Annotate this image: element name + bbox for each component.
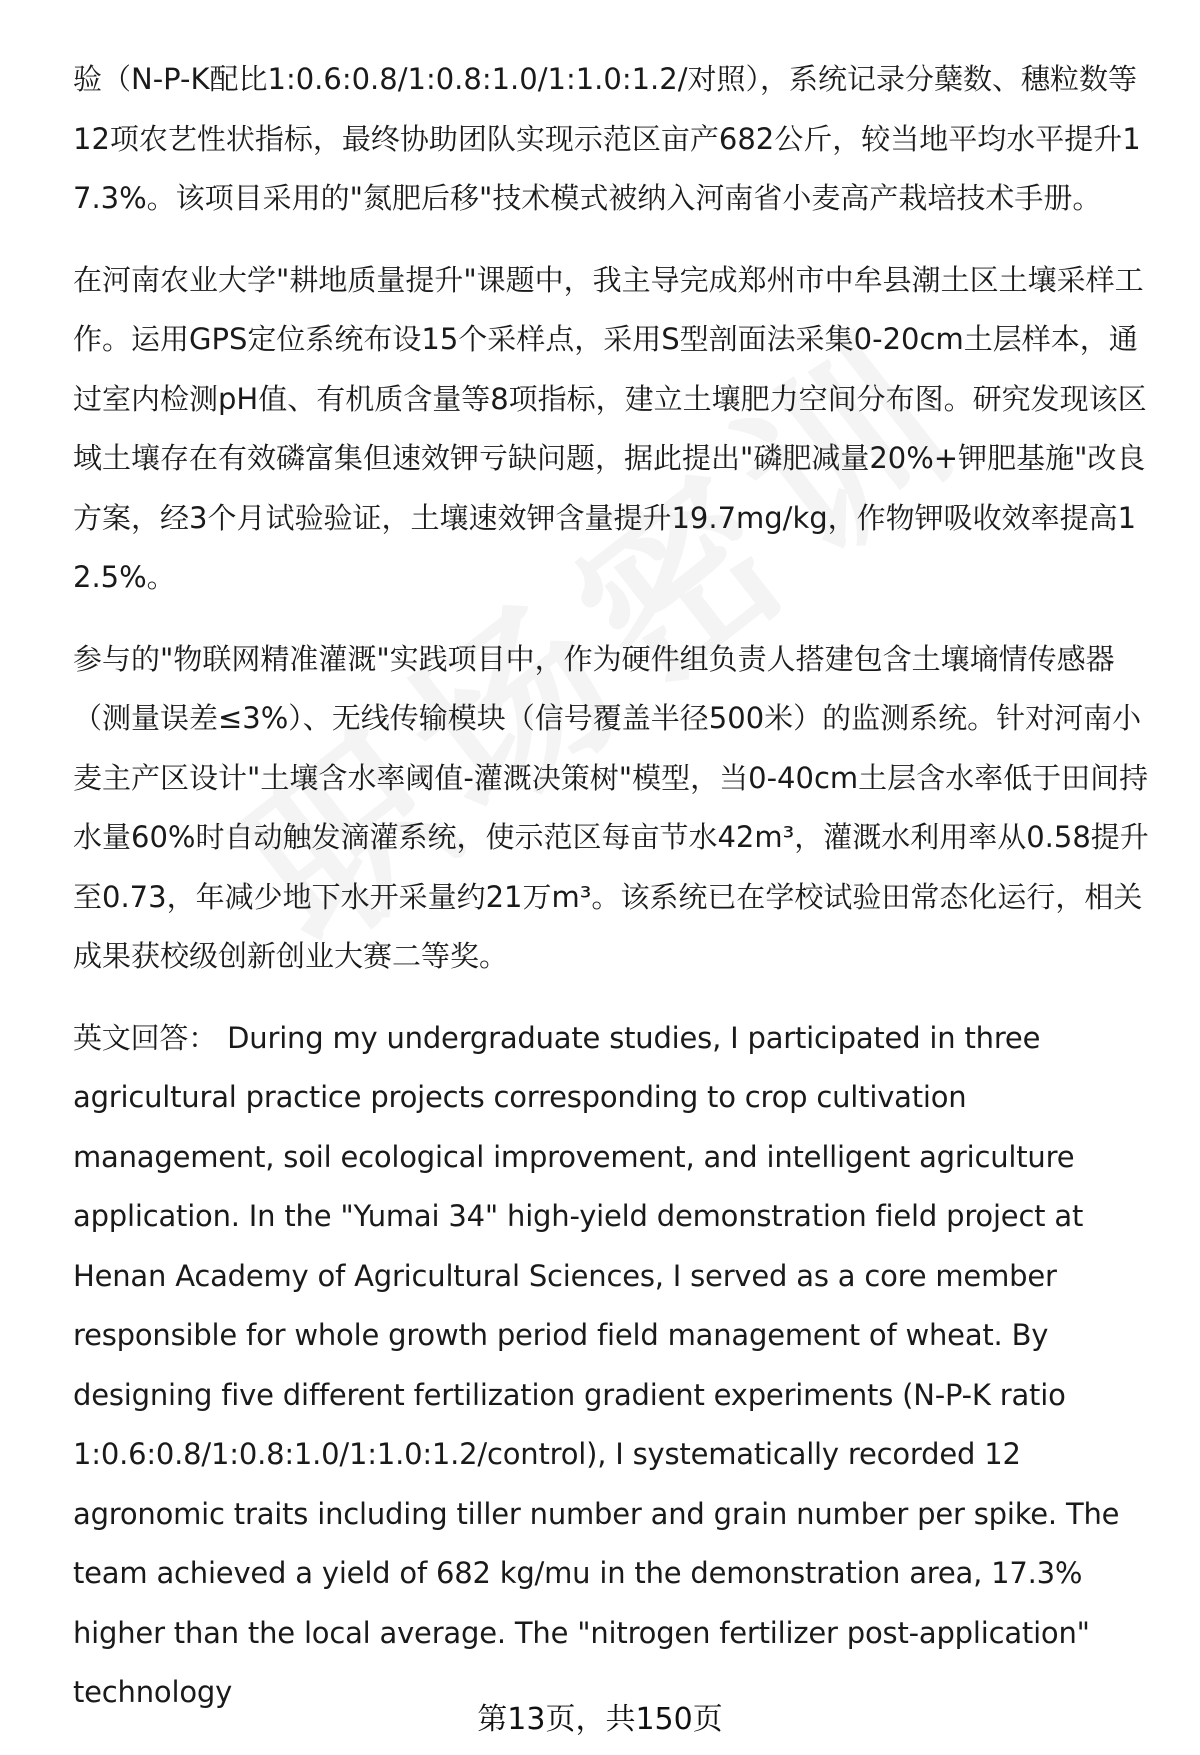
document-body [73,50,1153,1745]
english-answer-text: During my undergraduate studies, I participated in three agricultural practice projects corresponding to crop cultivation management, soil ecological improvement, and intelligent agriculture application. In the "Yumai 34" high-yield demonstration field project at Henan Academy of Agricultural Sciences, I served as a core member responsible for whole growth period field management of wheat. By designing five different fertilization gradient experiments (N-P-K ratio 1:0.6:0.8/1:0.8:1.0/1:1.0:1.2/control), I systematically recorded 12 agronomic traits including tiller number and grain number per spike. The team achieved a yield of 682 kg/mu in the demonstration area, 17.3% higher than the local average. The "nitrogen fertilizer post-application" technology [73,1020,1120,1709]
english-answer-label: 英文回答： [73,1020,218,1055]
page-number-footer: 第13页，共150页 [477,1702,723,1737]
paragraph-2: 在河南农业大学"耕地质量提升"课题中，我主导完成郑州市中牟县潮土区土壤采样工作。运用GPS定位系统布设15个采样点，采用S型剖面法采集0-20cm土层样本，通过室内检测pH值、有机质含量等8项指标，建立土壤肥力空间分布图。研究发现该区域土壤存在有效磷富集但速效钾亏缺问题，据此提出"磷肥减量20%+钾肥基施"改良方案，经3个月试验验证，土壤速效钾含量提升19.7mg/kg，作物钾吸收效率提高12.5%。 [73,262,1147,594]
english-answer-paragraph [73,1009,1153,1723]
paragraph-3: 参与的"物联网精准灌溉"实践项目中，作为硬件组负责人搭建包含土壤墒情传感器（测量误差≤3%）、无线传输模块（信号覆盖半径500米）的监测系统。针对河南小麦主产区设计"土壤含水率阈值-灌溉决策树"模型，当0-40cm土层含水率低于田间持水量60%时自动触发滴灌系统，使示范区每亩节水42m³，灌溉水利用率从0.58提升至0.73，年减少地下水开采量约21万m³。该系统已在学校试验田常态化运行，相关成果获校级创新创业大赛二等奖。 [73,641,1149,973]
paragraph-1: 验（N-P-K配比1:0.6:0.8/1:0.8:1.0/1:1.0:1.2/对照），系统记录分蘖数、穗粒数等12项农艺性状指标，最终协助团队实现示范区亩产682公斤，较当地平均水平提升17.3%。该项目采用的"氮肥后移"技术模式被纳入河南省小麦高产栽培技术手册。 [73,62,1141,215]
